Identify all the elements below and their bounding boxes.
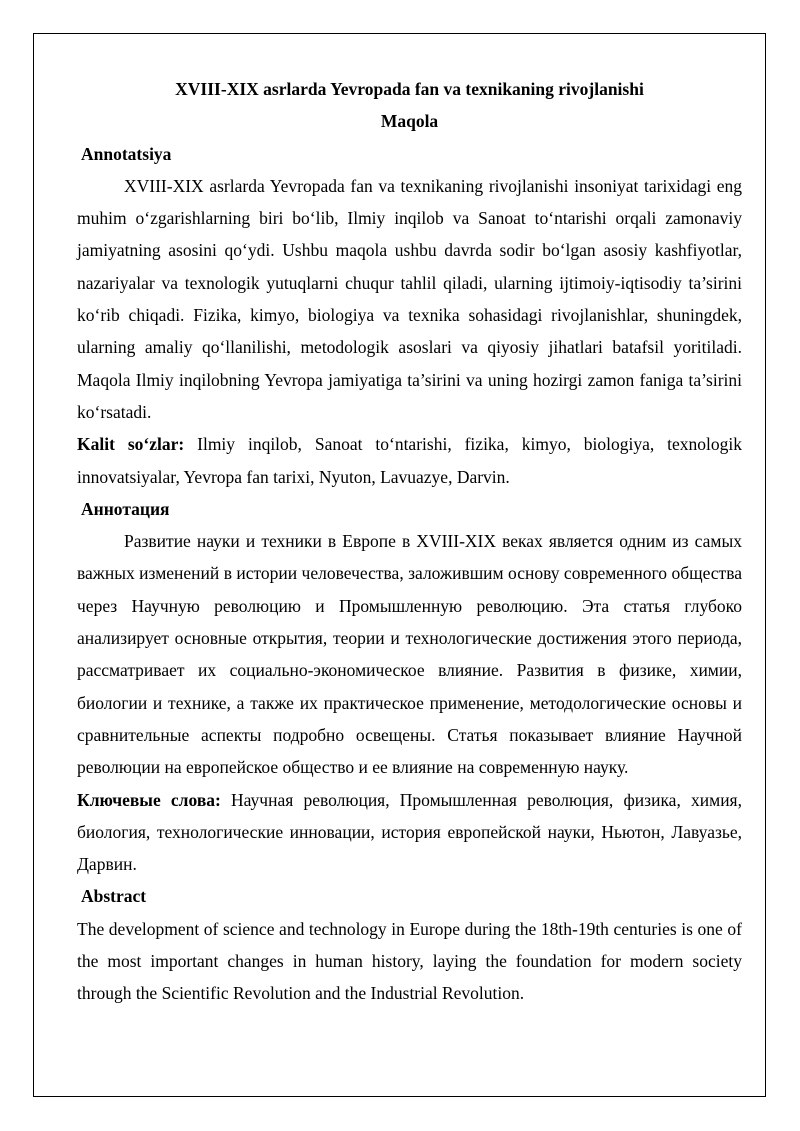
english-abstract-heading: Abstract [81, 886, 147, 907]
russian-keywords-label: Ключевые слова: [77, 789, 221, 810]
uzbek-keywords-list: Ilmiy inqilob, Sanoat to‘ntarishi, fizika, kimyo, biologiya, texnologik innovatsiyalar, Yevropa fan tarixi, Nyuton, Lavuazye, Darvin. [77, 434, 743, 487]
uzbek-abstract-text: XVIII-XIX asrlarda Yevropada fan va texnikaning rivojlanishi insoniyat tarixidagi eng muhim o‘zgarishlarning biri bo‘lib, Ilmiy inqilob va Sanoat to‘ntarishi orqali zamonaviy jamiyatning asosini qo‘ydi. Ushbu maqola ushbu davrda sodir bo‘lgan asosiy kashfiyotlar, nazariyalar va texnologik yutuqlarni chuqur tahlil qiladi, ularning ijtimoiy-iqtisodiy ta’sirini ko‘rib chiqadi. Fizika, kimyo, biologiya va texnika sohasidagi rivojlanishlar, shuningdek, ularning amaliy qo‘llanilishi, metodologik asoslari va qiyosiy jihatlari batafsil yoritiladi. Maqola Ilmiy inqilobning Yevropa jamiyatiga ta’sirini va uning hozirgi zamon faniga ta’sirini ko‘rsatadi. [77, 175, 742, 422]
english-abstract-text: The development of science and technology in Europe during the 18th-19th centuries is one of the most important changes in human history, laying the foundation for modern society through the Scientific Revolution and the Industrial Revolution. [77, 918, 742, 1004]
document-body [77, 73, 742, 1010]
uzbek-abstract-heading: Annotatsiya [81, 143, 172, 164]
uzbek-keywords-label: Kalit so‘zlar: [77, 434, 185, 455]
russian-abstract-text: Развитие науки и техники в Европе в XVIII-XIX веках является одним из самых важных изменений в истории человечества, заложившим основу современного общества через Научную революцию и Промышленную революцию. Эта статья глубоко анализирует основные открытия, теории и технологические достижения этого периода, рассматривает их социально-экономическое влияние. Развития в физике, химии, биологии и технике, а также их практическое применение, методологические основы и сравнительные аспекты подробно освещены. Статья показывает влияние Научной революции на европейское общество и ее влияние на современную науку. [77, 531, 742, 778]
russian-abstract-heading: Аннотация [81, 498, 170, 519]
russian-keywords-list: Научная революция, Промышленная революция, физика, химия, биология, технологические инновации, история европейской науки, Ньютон, Лавуазье, Дарвин. [77, 789, 742, 875]
document-title: XVIII-XIX asrlarda Yevropada fan va texnikaning rivojlanishi [175, 79, 644, 99]
russian-keywords [77, 784, 742, 881]
document-subtitle: Maqola [380, 111, 439, 132]
uzbek-keywords [77, 428, 742, 493]
